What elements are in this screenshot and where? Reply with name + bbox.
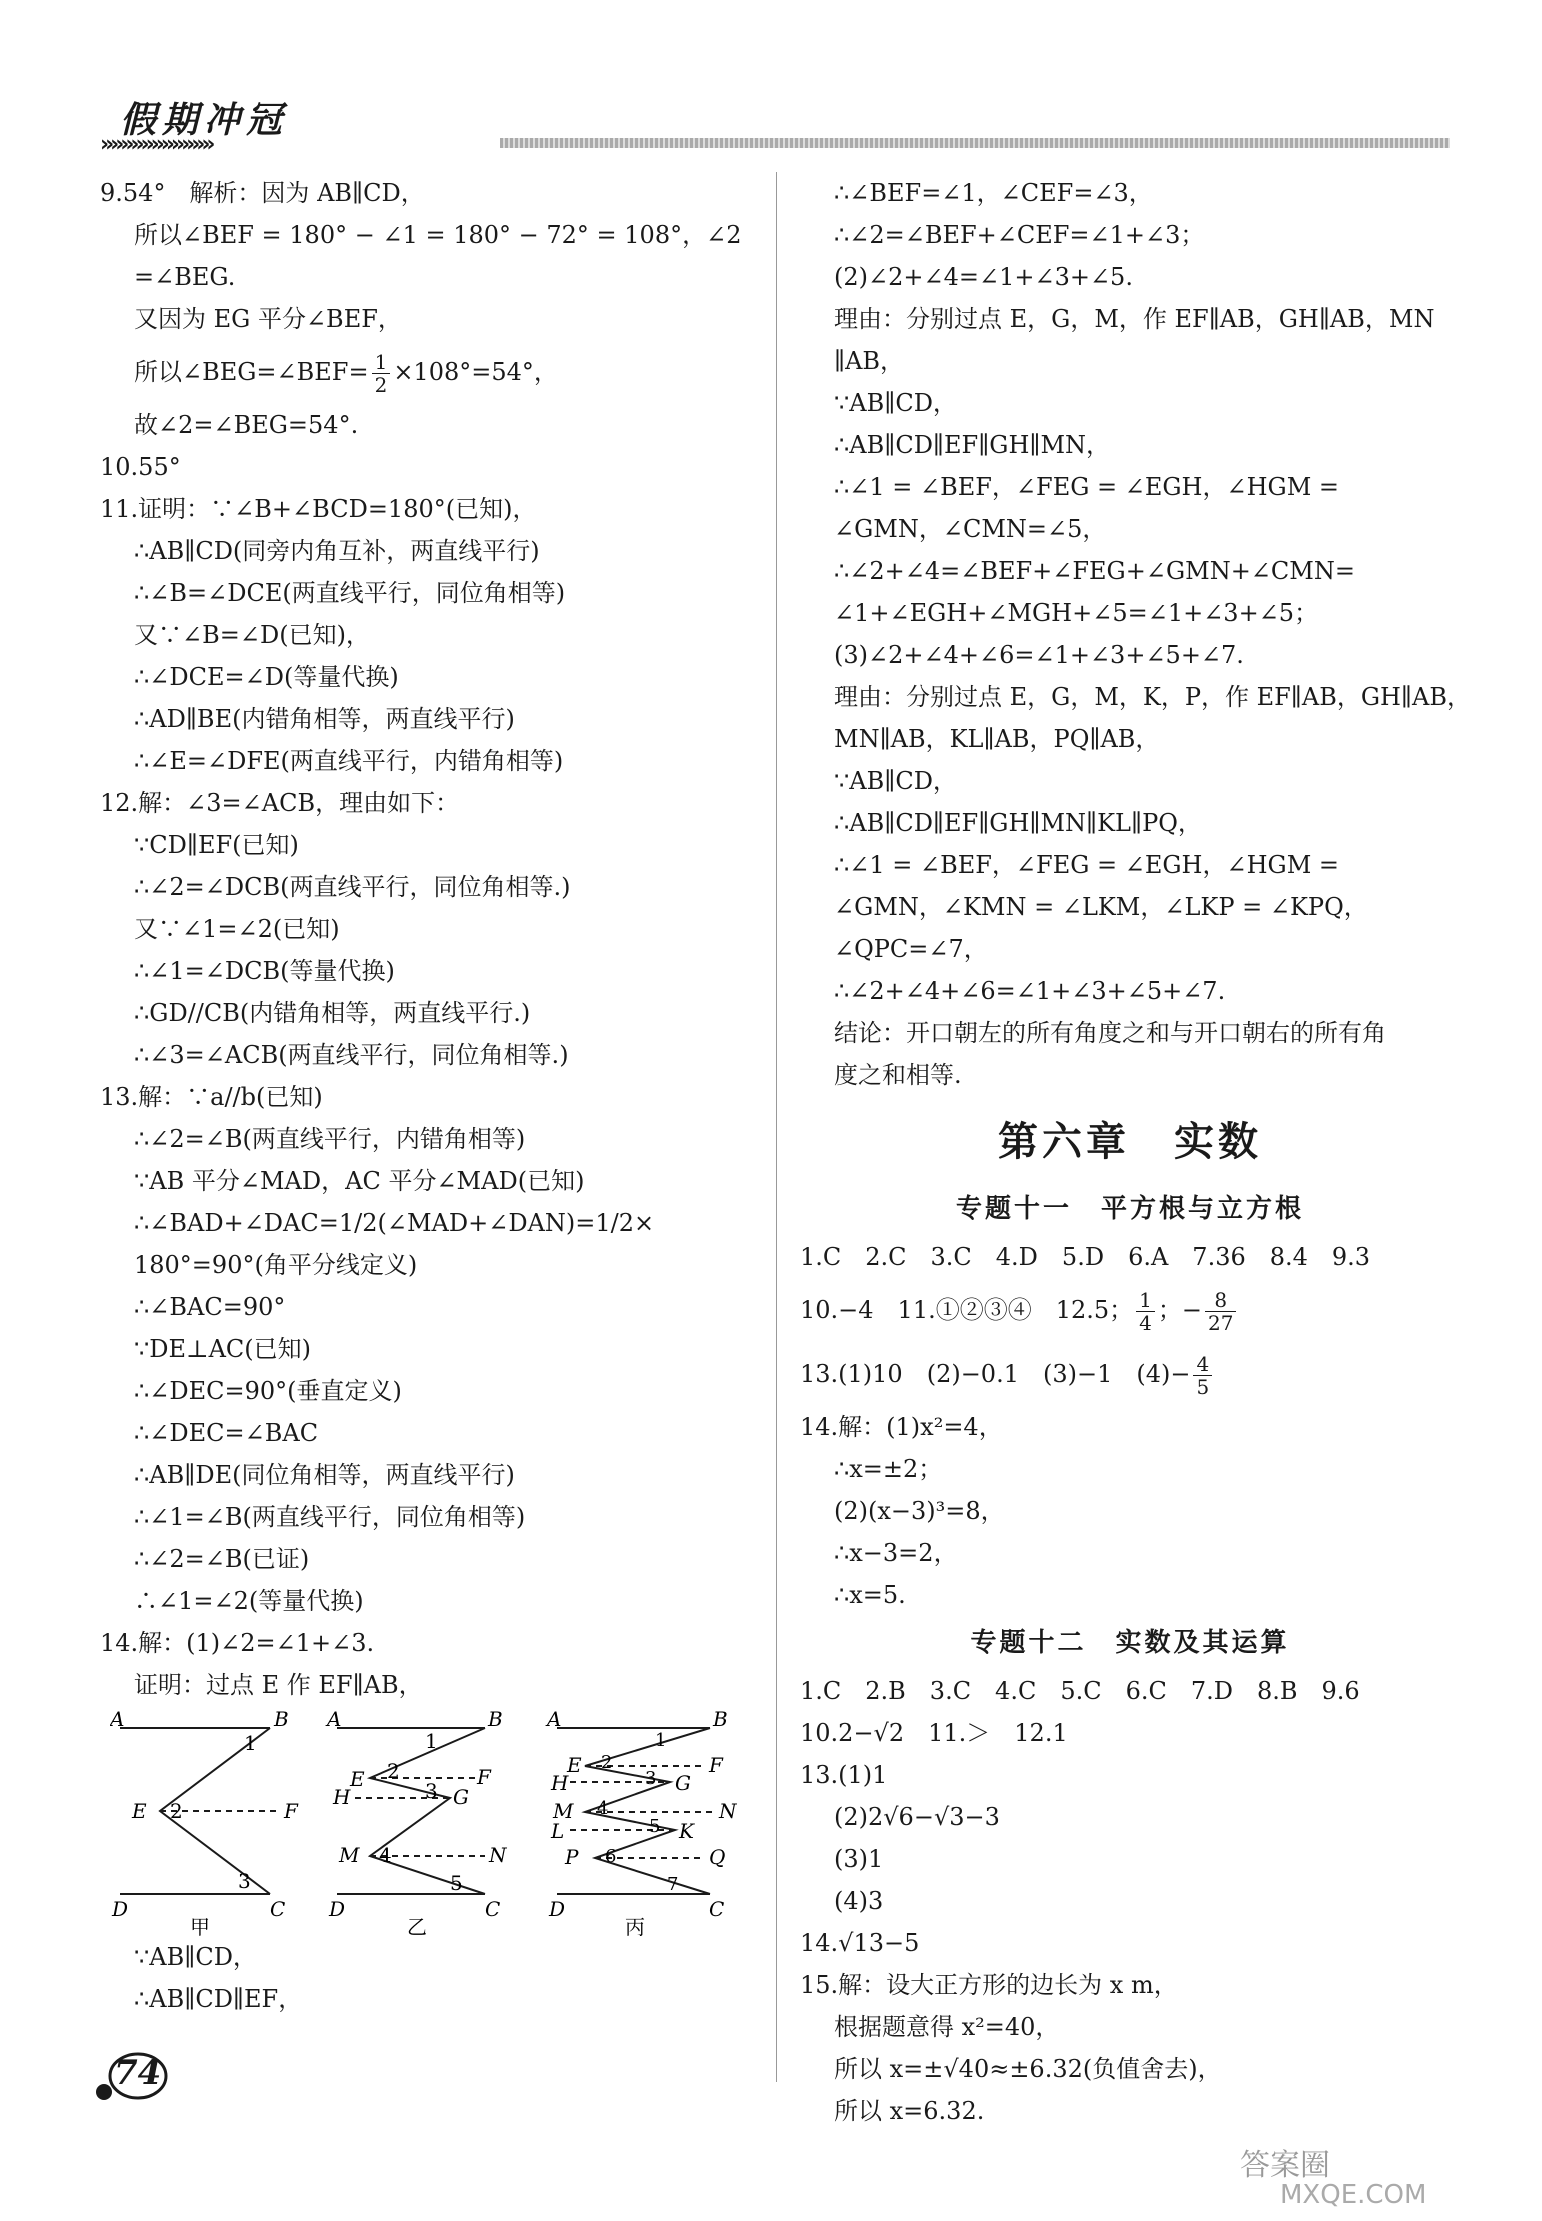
- fraction-denominator: 5: [1196, 1375, 1210, 1399]
- text-line: ∴AB∥DE(同位角相等，两直线平行): [134, 1461, 515, 1489]
- text-line: ∵AB∥CD，: [134, 1943, 257, 1971]
- figure-yi: [325, 1706, 525, 1936]
- text-line: ∥AB，: [834, 347, 905, 375]
- fig-label: 3: [238, 1869, 251, 1893]
- fig-label: E: [567, 1753, 582, 1777]
- watermark-url: MXQE.COM: [1280, 2180, 1427, 2210]
- fig-label: E: [132, 1799, 147, 1823]
- fig-label: D: [112, 1897, 129, 1921]
- text-line: 又∵∠1=∠2(已知): [134, 915, 340, 943]
- text-line: MN∥AB，KL∥AB，PQ∥AB，: [834, 725, 1160, 753]
- fraction: [1193, 1353, 1212, 1398]
- fig-label: G: [453, 1785, 469, 1809]
- text-fragment: 13.(1)10 (2)−0.1 (3)−1 (4)−: [800, 1360, 1191, 1388]
- text-line: ∴∠DEC=90°(垂直定义): [134, 1377, 402, 1405]
- fig-label: B: [274, 1707, 289, 1731]
- fig-label: F: [284, 1799, 298, 1823]
- chapter-title: 第六章 实数: [998, 1119, 1262, 1165]
- text-line: 13.解：∵a//b(已知): [100, 1083, 323, 1111]
- fig-label: E: [350, 1767, 365, 1791]
- text-fragment: 10.−4 11.①②③④ 12.5；: [800, 1296, 1134, 1324]
- text-line: ∴AB∥CD∥EF∥GH∥MN∥KL∥PQ，: [834, 809, 1202, 837]
- fig-label: 2: [387, 1759, 400, 1783]
- text-line: 所以 x=±√40≈±6.32(负值舍去)，: [834, 2055, 1222, 2083]
- text-fragment: ×108°=54°，: [393, 358, 558, 386]
- text-line: [100, 340, 750, 404]
- text-line: 证明：过点 E 作 EF∥AB，: [134, 1671, 423, 1699]
- text-line: ∠GMN，∠KMN = ∠LKM，∠LKP = ∠KPQ，: [834, 893, 1368, 921]
- text-line: 1.C 2.B 3.C 4.C 5.C 6.C 7.D 8.B 9.6: [800, 1677, 1360, 1705]
- text-line: ∴GD//CB(内错角相等，两直线平行.): [134, 999, 531, 1027]
- text-line: ∴∠2=∠B(已证): [134, 1545, 310, 1573]
- text-line: ∠QPC=∠7，: [834, 935, 988, 963]
- figure-jia: [110, 1706, 300, 1936]
- fig-label: N: [719, 1799, 737, 1823]
- fraction: [1205, 1289, 1236, 1334]
- text-line: ∴AB∥CD∥EF∥GH∥MN，: [834, 431, 1111, 459]
- text-line: 12.解：∠3=∠ACB，理由如下：: [100, 789, 460, 817]
- text-line: ∴∠1 = ∠BEF，∠FEG = ∠EGH，∠HGM =: [834, 851, 1340, 879]
- text-line: (2)∠2+∠4=∠1+∠3+∠5.: [834, 263, 1133, 291]
- text-fragment: ；−: [1157, 1296, 1202, 1324]
- fig-label: 5: [649, 1816, 661, 1837]
- fig-caption: 丙: [625, 1915, 645, 1936]
- text-line: ∵CD∥EF(已知): [134, 831, 299, 859]
- text-line: 所以∠BEF = 180° − ∠1 = 180° − 72° = 108°，∠2: [134, 221, 742, 249]
- fig-label: M: [339, 1843, 360, 1867]
- left-column: [100, 172, 750, 2020]
- text-line: (4)3: [834, 1887, 884, 1915]
- text-line: 14.解：(1)x²=4，: [800, 1413, 1003, 1441]
- text-line: ∴AD∥BE(内错角相等，两直线平行): [134, 705, 515, 733]
- text-line: ∵DE⊥AC(已知): [134, 1335, 312, 1363]
- fig-label: C: [485, 1897, 501, 1921]
- text-line: ∴∠2+∠4+∠6=∠1+∠3+∠5+∠7.: [834, 977, 1226, 1005]
- fig-label: P: [565, 1845, 579, 1869]
- text-line: 结论：开口朝左的所有角度之和与开口朝右的所有角: [834, 1019, 1386, 1047]
- text-line: 11.证明：∵∠B+∠BCD=180°(已知)，: [100, 495, 537, 523]
- fig-label: D: [549, 1897, 566, 1921]
- watermark-logo: 答案圈: [1240, 2148, 1330, 2183]
- fig-label: Q: [709, 1845, 726, 1869]
- fig-caption: 甲: [190, 1915, 210, 1936]
- fig-label: 1: [244, 1731, 257, 1755]
- text-line: ∴x=5.: [834, 1581, 906, 1609]
- header-rule: [500, 138, 1450, 148]
- text-line: 所以 x=6.32.: [834, 2097, 985, 2125]
- fraction-numerator: 1: [372, 351, 391, 374]
- fig-label: 6: [605, 1846, 617, 1867]
- text-line: 14.解：(1)∠2=∠1+∠3.: [100, 1629, 375, 1657]
- text-line: ∠1+∠EGH+∠MGH+∠5=∠1+∠3+∠5；: [834, 599, 1319, 627]
- text-line: 10.2−√2 11.＞ 12.1: [800, 1719, 1068, 1747]
- fig-label: B: [488, 1707, 503, 1731]
- text-line: (2)2√6−√3−3: [834, 1803, 1000, 1831]
- fig-label: D: [329, 1897, 346, 1921]
- fraction-denominator: 4: [1139, 1311, 1152, 1335]
- text-line: ∵AB 平分∠MAD，AC 平分∠MAD(已知): [134, 1167, 585, 1195]
- text-line: (3)∠2+∠4+∠6=∠1+∠3+∠5+∠7.: [834, 641, 1244, 669]
- text-line: ∴∠2=∠B(两直线平行，内错角相等): [134, 1125, 526, 1153]
- parallel-line-figures: [100, 1706, 750, 1936]
- text-line: =∠BEG.: [134, 263, 236, 291]
- text-line: ∴∠BAD+∠DAC=1/2(∠MAD+∠DAN)=1/2×: [134, 1209, 655, 1237]
- fraction-numerator: 4: [1193, 1353, 1212, 1376]
- fig-label: 2: [601, 1752, 613, 1773]
- text-line: 故∠2=∠BEG=54°.: [134, 411, 359, 439]
- text-line: 理由：分别过点 E，G，M，K，P，作 EF∥AB，GH∥AB，: [834, 683, 1471, 711]
- figure-bing: [545, 1706, 750, 1936]
- fig-label: 3: [645, 1768, 657, 1789]
- fraction: [372, 351, 391, 396]
- text-line: ∴AB∥CD(同旁内角互补，两直线平行): [134, 537, 540, 565]
- text-line: ∵AB∥CD，: [834, 389, 957, 417]
- fig-label: A: [110, 1707, 125, 1731]
- text-line: (3)1: [834, 1845, 884, 1873]
- text-line: ∠GMN，∠CMN=∠5，: [834, 515, 1107, 543]
- fig-label: F: [477, 1765, 491, 1789]
- header-chevrons: ››››››››››››››››››››››: [100, 132, 212, 157]
- fig-label: A: [327, 1707, 342, 1731]
- text-line: [800, 1278, 1460, 1342]
- fig-label: 2: [170, 1799, 183, 1823]
- page-number: 74: [114, 2053, 162, 2093]
- text-line: ∴∠BAC=90°: [134, 1293, 286, 1321]
- fraction-numerator: 1: [1136, 1289, 1155, 1312]
- header-title: 假期冲冠: [120, 100, 289, 141]
- fig-label: A: [547, 1707, 562, 1731]
- text-line: 180°=90°(角平分线定义): [134, 1251, 418, 1279]
- fig-label: C: [270, 1897, 286, 1921]
- fig-label: K: [679, 1819, 694, 1843]
- page-header: [0, 0, 1542, 160]
- text-line: 又因为 EG 平分∠BEF，: [134, 305, 402, 333]
- text-line: ∴x−3=2，: [834, 1539, 958, 1567]
- text-line: (2)(x−3)³=8，: [834, 1497, 1005, 1525]
- text-line: ∴∠1=∠B(两直线平行，同位角相等): [134, 1503, 526, 1531]
- fig-label: H: [333, 1785, 351, 1809]
- text-line: 9.54° 解析：因为 AB∥CD，: [100, 179, 425, 207]
- text-line: ∴∠2=∠BEF+∠CEF=∠1+∠3；: [834, 221, 1205, 249]
- text-line: ∴∠B=∠DCE(两直线平行，同位角相等): [134, 579, 566, 607]
- fraction-denominator: 2: [374, 373, 388, 397]
- text-line: 又∵∠B=∠D(已知)，: [134, 621, 370, 649]
- text-line: ∴∠1=∠2(等量代换): [134, 1587, 364, 1615]
- text-line: ∴∠2=∠DCB(两直线平行，同位角相等.): [134, 873, 571, 901]
- column-divider: [776, 172, 777, 2082]
- fig-label: 1: [655, 1730, 667, 1751]
- text-line: ∴∠3=∠ACB(两直线平行，同位角相等.): [134, 1041, 569, 1069]
- text-line: 理由：分别过点 E，G，M，作 EF∥AB，GH∥AB，MN: [834, 305, 1435, 333]
- fraction-denominator: 27: [1208, 1311, 1234, 1335]
- fig-label: B: [713, 1707, 728, 1731]
- text-line: ∴∠1 = ∠BEF，∠FEG = ∠EGH，∠HGM =: [834, 473, 1340, 501]
- fig-label: 5: [450, 1871, 463, 1895]
- text-line: ∴x=±2；: [834, 1455, 943, 1483]
- text-line: 15.解：设大正方形的边长为 x m，: [800, 1971, 1178, 1999]
- text-line: ∴∠DCE=∠D(等量代换): [134, 663, 399, 691]
- right-column: [800, 172, 1471, 2132]
- text-line: [800, 1342, 1460, 1406]
- text-line: 14.√13−5: [800, 1929, 920, 1957]
- fig-label: 7: [667, 1874, 679, 1895]
- fig-label: M: [553, 1799, 574, 1823]
- text-line: ∴∠2+∠4=∠BEF+∠FEG+∠GMN+∠CMN=: [834, 557, 1355, 585]
- fig-label: N: [489, 1843, 507, 1867]
- fig-label: 4: [379, 1843, 392, 1867]
- fig-label: 4: [597, 1798, 609, 1819]
- text-line: 1.C 2.C 3.C 4.D 5.D 6.A 7.36 8.4 9.3: [800, 1243, 1371, 1271]
- text-line: ∴AB∥CD∥EF，: [134, 1985, 303, 2013]
- text-line: ∴∠BEF=∠1，∠CEF=∠3，: [834, 179, 1153, 207]
- text-line: 根据题意得 x²=40，: [834, 2013, 1060, 2041]
- text-line: 10.55°: [100, 453, 181, 481]
- text-line: ∴∠E=∠DFE(两直线平行，内错角相等): [134, 747, 564, 775]
- text-fragment: 所以∠BEG=∠BEF=: [134, 358, 369, 386]
- fig-label: F: [709, 1753, 723, 1777]
- text-line: 13.(1)1: [800, 1761, 888, 1789]
- section-title: 专题十一 平方根与立方根: [955, 1194, 1304, 1224]
- text-line: ∵AB∥CD，: [834, 767, 957, 795]
- section-title: 专题十二 实数及其运算: [970, 1628, 1290, 1658]
- text-line: ∴∠1=∠DCB(等量代换): [134, 957, 395, 985]
- text-line: 度之和相等.: [834, 1061, 962, 1089]
- fig-label: 1: [425, 1729, 438, 1753]
- fig-label: 3: [425, 1779, 438, 1803]
- fig-label: G: [675, 1771, 691, 1795]
- fraction: [1136, 1289, 1155, 1334]
- fig-label: C: [709, 1897, 725, 1921]
- fraction-numerator: 8: [1205, 1289, 1236, 1312]
- text-line: ∴∠DEC=∠BAC: [134, 1419, 319, 1447]
- fig-caption: 乙: [407, 1915, 427, 1936]
- fig-label: L: [551, 1819, 565, 1843]
- fig-label: H: [551, 1771, 569, 1795]
